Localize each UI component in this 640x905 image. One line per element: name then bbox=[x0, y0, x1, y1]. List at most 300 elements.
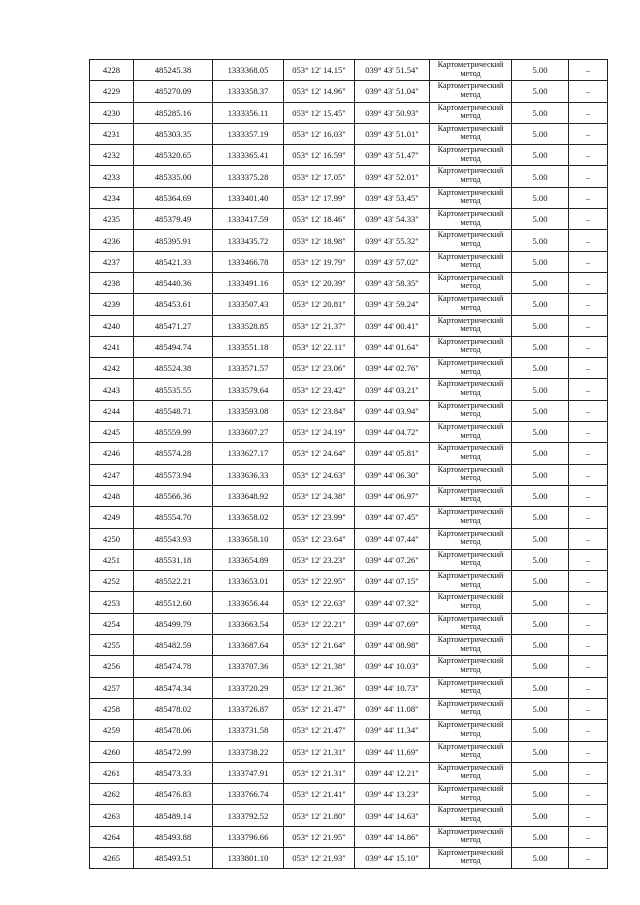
x-coordinate-cell: 485548.71 bbox=[134, 400, 213, 421]
x-coordinate-cell: 485440.36 bbox=[134, 272, 213, 293]
y-coordinate-cell: 1333357.19 bbox=[213, 123, 284, 144]
point-number-cell: 4232 bbox=[90, 145, 134, 166]
x-coordinate-cell: 485566.36 bbox=[134, 485, 213, 506]
latitude-cell: 053° 12' 22.63" bbox=[284, 592, 355, 613]
latitude-cell: 053° 12' 15.45" bbox=[284, 102, 355, 123]
y-coordinate-cell: 1333648.92 bbox=[213, 485, 284, 506]
table-row bbox=[90, 847, 608, 868]
precision-cell: 5.00 bbox=[512, 294, 569, 315]
method-cell: Картометрический метод bbox=[430, 528, 512, 549]
table-row bbox=[90, 336, 608, 357]
y-coordinate-cell: 1333365.41 bbox=[213, 145, 284, 166]
latitude-cell: 053° 12' 20.39" bbox=[284, 272, 355, 293]
y-coordinate-cell: 1333792.52 bbox=[213, 805, 284, 826]
point-number-cell: 4254 bbox=[90, 613, 134, 634]
table-row bbox=[90, 60, 608, 81]
precision-cell: 5.00 bbox=[512, 762, 569, 783]
point-number-cell: 4242 bbox=[90, 358, 134, 379]
table-row bbox=[90, 230, 608, 251]
precision-cell: 5.00 bbox=[512, 741, 569, 762]
dash-cell: – bbox=[569, 315, 608, 336]
table-row bbox=[90, 422, 608, 443]
longitude-cell: 039° 44' 07.45" bbox=[355, 507, 430, 528]
y-coordinate-cell: 1333658.10 bbox=[213, 528, 284, 549]
x-coordinate-cell: 485559.99 bbox=[134, 422, 213, 443]
x-coordinate-cell: 485320.65 bbox=[134, 145, 213, 166]
dash-cell: – bbox=[569, 592, 608, 613]
y-coordinate-cell: 1333796.66 bbox=[213, 826, 284, 847]
latitude-cell: 053° 12' 24.19" bbox=[284, 422, 355, 443]
table-row bbox=[90, 677, 608, 698]
precision-cell: 5.00 bbox=[512, 720, 569, 741]
method-cell: Картометрический метод bbox=[430, 762, 512, 783]
dash-cell: – bbox=[569, 762, 608, 783]
precision-cell: 5.00 bbox=[512, 485, 569, 506]
precision-cell: 5.00 bbox=[512, 656, 569, 677]
point-number-cell: 4230 bbox=[90, 102, 134, 123]
y-coordinate-cell: 1333636.33 bbox=[213, 464, 284, 485]
precision-cell: 5.00 bbox=[512, 379, 569, 400]
longitude-cell: 039° 44' 00.41" bbox=[355, 315, 430, 336]
table-row bbox=[90, 656, 608, 677]
table-row bbox=[90, 102, 608, 123]
point-number-cell: 4255 bbox=[90, 635, 134, 656]
method-cell: Картометрический метод bbox=[430, 720, 512, 741]
x-coordinate-cell: 485478.06 bbox=[134, 720, 213, 741]
x-coordinate-cell: 485482.59 bbox=[134, 635, 213, 656]
y-coordinate-cell: 1333663.54 bbox=[213, 613, 284, 634]
latitude-cell: 053° 12' 24.64" bbox=[284, 443, 355, 464]
precision-cell: 5.00 bbox=[512, 315, 569, 336]
method-cell: Картометрический метод bbox=[430, 443, 512, 464]
precision-cell: 5.00 bbox=[512, 166, 569, 187]
y-coordinate-cell: 1333435.72 bbox=[213, 230, 284, 251]
table-row bbox=[90, 166, 608, 187]
precision-cell: 5.00 bbox=[512, 698, 569, 719]
x-coordinate-cell: 485493.88 bbox=[134, 826, 213, 847]
x-coordinate-cell: 485395.91 bbox=[134, 230, 213, 251]
coordinates-table bbox=[89, 59, 608, 869]
point-number-cell: 4241 bbox=[90, 336, 134, 357]
x-coordinate-cell: 485543.93 bbox=[134, 528, 213, 549]
method-cell: Картометрический метод bbox=[430, 485, 512, 506]
method-cell: Картометрический метод bbox=[430, 549, 512, 570]
precision-cell: 5.00 bbox=[512, 592, 569, 613]
longitude-cell: 039° 44' 05.81" bbox=[355, 443, 430, 464]
longitude-cell: 039° 44' 11.69" bbox=[355, 741, 430, 762]
dash-cell: – bbox=[569, 528, 608, 549]
x-coordinate-cell: 485574.28 bbox=[134, 443, 213, 464]
method-cell: Картометрический метод bbox=[430, 805, 512, 826]
precision-cell: 5.00 bbox=[512, 443, 569, 464]
latitude-cell: 053° 12' 21.80" bbox=[284, 805, 355, 826]
dash-cell: – bbox=[569, 272, 608, 293]
latitude-cell: 053° 12' 22.21" bbox=[284, 613, 355, 634]
dash-cell: – bbox=[569, 741, 608, 762]
latitude-cell: 053° 12' 23.23" bbox=[284, 549, 355, 570]
x-coordinate-cell: 485524.38 bbox=[134, 358, 213, 379]
x-coordinate-cell: 485473.33 bbox=[134, 762, 213, 783]
latitude-cell: 053° 12' 22.11" bbox=[284, 336, 355, 357]
longitude-cell: 039° 43' 51.01" bbox=[355, 123, 430, 144]
point-number-cell: 4262 bbox=[90, 784, 134, 805]
dash-cell: – bbox=[569, 635, 608, 656]
y-coordinate-cell: 1333654.89 bbox=[213, 549, 284, 570]
longitude-cell: 039° 43' 51.47" bbox=[355, 145, 430, 166]
precision-cell: 5.00 bbox=[512, 251, 569, 272]
table-row bbox=[90, 272, 608, 293]
y-coordinate-cell: 1333653.01 bbox=[213, 571, 284, 592]
y-coordinate-cell: 1333491.16 bbox=[213, 272, 284, 293]
y-coordinate-cell: 1333593.08 bbox=[213, 400, 284, 421]
dash-cell: – bbox=[569, 507, 608, 528]
longitude-cell: 039° 43' 51.04" bbox=[355, 81, 430, 102]
y-coordinate-cell: 1333579.64 bbox=[213, 379, 284, 400]
dash-cell: – bbox=[569, 656, 608, 677]
method-cell: Картометрический метод bbox=[430, 187, 512, 208]
point-number-cell: 4246 bbox=[90, 443, 134, 464]
x-coordinate-cell: 485573.94 bbox=[134, 464, 213, 485]
precision-cell: 5.00 bbox=[512, 336, 569, 357]
dash-cell: – bbox=[569, 805, 608, 826]
x-coordinate-cell: 485489.14 bbox=[134, 805, 213, 826]
table-row bbox=[90, 549, 608, 570]
x-coordinate-cell: 485303.35 bbox=[134, 123, 213, 144]
method-cell: Картометрический метод bbox=[430, 826, 512, 847]
latitude-cell: 053° 12' 21.47" bbox=[284, 698, 355, 719]
y-coordinate-cell: 1333466.78 bbox=[213, 251, 284, 272]
dash-cell: – bbox=[569, 549, 608, 570]
longitude-cell: 039° 44' 13.23" bbox=[355, 784, 430, 805]
precision-cell: 5.00 bbox=[512, 123, 569, 144]
latitude-cell: 053° 12' 21.93" bbox=[284, 847, 355, 868]
precision-cell: 5.00 bbox=[512, 635, 569, 656]
latitude-cell: 053° 12' 23.42" bbox=[284, 379, 355, 400]
longitude-cell: 039° 44' 11.34" bbox=[355, 720, 430, 741]
method-cell: Картометрический метод bbox=[430, 464, 512, 485]
table-row bbox=[90, 784, 608, 805]
y-coordinate-cell: 1333358.37 bbox=[213, 81, 284, 102]
longitude-cell: 039° 44' 15.10" bbox=[355, 847, 430, 868]
dash-cell: – bbox=[569, 102, 608, 123]
y-coordinate-cell: 1333766.74 bbox=[213, 784, 284, 805]
x-coordinate-cell: 485474.34 bbox=[134, 677, 213, 698]
method-cell: Картометрический метод bbox=[430, 592, 512, 613]
y-coordinate-cell: 1333507.43 bbox=[213, 294, 284, 315]
method-cell: Картометрический метод bbox=[430, 613, 512, 634]
longitude-cell: 039° 44' 10.03" bbox=[355, 656, 430, 677]
point-number-cell: 4237 bbox=[90, 251, 134, 272]
precision-cell: 5.00 bbox=[512, 805, 569, 826]
dash-cell: – bbox=[569, 81, 608, 102]
point-number-cell: 4259 bbox=[90, 720, 134, 741]
point-number-cell: 4235 bbox=[90, 209, 134, 230]
method-cell: Картометрический метод bbox=[430, 166, 512, 187]
latitude-cell: 053° 12' 17.99" bbox=[284, 187, 355, 208]
precision-cell: 5.00 bbox=[512, 60, 569, 81]
longitude-cell: 039° 44' 12.21" bbox=[355, 762, 430, 783]
y-coordinate-cell: 1333356.11 bbox=[213, 102, 284, 123]
x-coordinate-cell: 485472.99 bbox=[134, 741, 213, 762]
method-cell: Картометрический метод bbox=[430, 102, 512, 123]
table-row bbox=[90, 464, 608, 485]
y-coordinate-cell: 1333627.17 bbox=[213, 443, 284, 464]
x-coordinate-cell: 485476.83 bbox=[134, 784, 213, 805]
y-coordinate-cell: 1333368.05 bbox=[213, 60, 284, 81]
precision-cell: 5.00 bbox=[512, 209, 569, 230]
table-row bbox=[90, 720, 608, 741]
point-number-cell: 4236 bbox=[90, 230, 134, 251]
longitude-cell: 039° 43' 54.33" bbox=[355, 209, 430, 230]
latitude-cell: 053° 12' 22.95" bbox=[284, 571, 355, 592]
latitude-cell: 053° 12' 17.05" bbox=[284, 166, 355, 187]
y-coordinate-cell: 1333726.87 bbox=[213, 698, 284, 719]
dash-cell: – bbox=[569, 336, 608, 357]
longitude-cell: 039° 43' 55.32" bbox=[355, 230, 430, 251]
x-coordinate-cell: 485493.51 bbox=[134, 847, 213, 868]
method-cell: Картометрический метод bbox=[430, 81, 512, 102]
x-coordinate-cell: 485535.55 bbox=[134, 379, 213, 400]
latitude-cell: 053° 12' 21.31" bbox=[284, 741, 355, 762]
y-coordinate-cell: 1333417.59 bbox=[213, 209, 284, 230]
x-coordinate-cell: 485335.00 bbox=[134, 166, 213, 187]
longitude-cell: 039° 43' 51.54" bbox=[355, 60, 430, 81]
latitude-cell: 053° 12' 21.38" bbox=[284, 656, 355, 677]
dash-cell: – bbox=[569, 464, 608, 485]
dash-cell: – bbox=[569, 379, 608, 400]
point-number-cell: 4257 bbox=[90, 677, 134, 698]
method-cell: Картометрический метод bbox=[430, 315, 512, 336]
y-coordinate-cell: 1333731.58 bbox=[213, 720, 284, 741]
latitude-cell: 053° 12' 21.31" bbox=[284, 762, 355, 783]
longitude-cell: 039° 44' 07.26" bbox=[355, 549, 430, 570]
x-coordinate-cell: 485499.79 bbox=[134, 613, 213, 634]
x-coordinate-cell: 485364.69 bbox=[134, 187, 213, 208]
precision-cell: 5.00 bbox=[512, 826, 569, 847]
table-row bbox=[90, 805, 608, 826]
point-number-cell: 4244 bbox=[90, 400, 134, 421]
latitude-cell: 053° 12' 21.95" bbox=[284, 826, 355, 847]
precision-cell: 5.00 bbox=[512, 549, 569, 570]
x-coordinate-cell: 485522.21 bbox=[134, 571, 213, 592]
y-coordinate-cell: 1333656.44 bbox=[213, 592, 284, 613]
dash-cell: – bbox=[569, 847, 608, 868]
table-row bbox=[90, 209, 608, 230]
longitude-cell: 039° 44' 14.86" bbox=[355, 826, 430, 847]
x-coordinate-cell: 485554.70 bbox=[134, 507, 213, 528]
latitude-cell: 053° 12' 21.37" bbox=[284, 315, 355, 336]
method-cell: Картометрический метод bbox=[430, 741, 512, 762]
dash-cell: – bbox=[569, 720, 608, 741]
table-row bbox=[90, 358, 608, 379]
method-cell: Картометрический метод bbox=[430, 698, 512, 719]
latitude-cell: 053° 12' 21.64" bbox=[284, 635, 355, 656]
y-coordinate-cell: 1333607.27 bbox=[213, 422, 284, 443]
latitude-cell: 053° 12' 21.41" bbox=[284, 784, 355, 805]
x-coordinate-cell: 485379.49 bbox=[134, 209, 213, 230]
table-row bbox=[90, 698, 608, 719]
point-number-cell: 4248 bbox=[90, 485, 134, 506]
precision-cell: 5.00 bbox=[512, 613, 569, 634]
table-row bbox=[90, 507, 608, 528]
y-coordinate-cell: 1333528.85 bbox=[213, 315, 284, 336]
precision-cell: 5.00 bbox=[512, 272, 569, 293]
longitude-cell: 039° 43' 52.01" bbox=[355, 166, 430, 187]
dash-cell: – bbox=[569, 166, 608, 187]
dash-cell: – bbox=[569, 209, 608, 230]
longitude-cell: 039° 43' 50.93" bbox=[355, 102, 430, 123]
point-number-cell: 4260 bbox=[90, 741, 134, 762]
method-cell: Картометрический метод bbox=[430, 336, 512, 357]
point-number-cell: 4233 bbox=[90, 166, 134, 187]
method-cell: Картометрический метод bbox=[430, 123, 512, 144]
table-row bbox=[90, 379, 608, 400]
longitude-cell: 039° 44' 03.21" bbox=[355, 379, 430, 400]
table-row bbox=[90, 251, 608, 272]
longitude-cell: 039° 44' 03.94" bbox=[355, 400, 430, 421]
latitude-cell: 053° 12' 14.96" bbox=[284, 81, 355, 102]
method-cell: Картометрический метод bbox=[430, 784, 512, 805]
precision-cell: 5.00 bbox=[512, 230, 569, 251]
precision-cell: 5.00 bbox=[512, 464, 569, 485]
method-cell: Картометрический метод bbox=[430, 209, 512, 230]
table-row bbox=[90, 145, 608, 166]
longitude-cell: 039° 44' 07.69" bbox=[355, 613, 430, 634]
precision-cell: 5.00 bbox=[512, 145, 569, 166]
latitude-cell: 053° 12' 24.38" bbox=[284, 485, 355, 506]
x-coordinate-cell: 485270.09 bbox=[134, 81, 213, 102]
dash-cell: – bbox=[569, 358, 608, 379]
latitude-cell: 053° 12' 18.98" bbox=[284, 230, 355, 251]
dash-cell: – bbox=[569, 784, 608, 805]
precision-cell: 5.00 bbox=[512, 102, 569, 123]
longitude-cell: 039° 44' 14.63" bbox=[355, 805, 430, 826]
table-row bbox=[90, 485, 608, 506]
point-number-cell: 4247 bbox=[90, 464, 134, 485]
point-number-cell: 4251 bbox=[90, 549, 134, 570]
precision-cell: 5.00 bbox=[512, 677, 569, 698]
dash-cell: – bbox=[569, 251, 608, 272]
table-row bbox=[90, 592, 608, 613]
dash-cell: – bbox=[569, 571, 608, 592]
y-coordinate-cell: 1333707.36 bbox=[213, 656, 284, 677]
y-coordinate-cell: 1333551.18 bbox=[213, 336, 284, 357]
precision-cell: 5.00 bbox=[512, 507, 569, 528]
method-cell: Картометрический метод bbox=[430, 294, 512, 315]
x-coordinate-cell: 485512.60 bbox=[134, 592, 213, 613]
dash-cell: – bbox=[569, 230, 608, 251]
x-coordinate-cell: 485421.33 bbox=[134, 251, 213, 272]
table-row bbox=[90, 826, 608, 847]
point-number-cell: 4250 bbox=[90, 528, 134, 549]
table-row bbox=[90, 635, 608, 656]
y-coordinate-cell: 1333571.57 bbox=[213, 358, 284, 379]
point-number-cell: 4239 bbox=[90, 294, 134, 315]
table-row bbox=[90, 443, 608, 464]
precision-cell: 5.00 bbox=[512, 528, 569, 549]
method-cell: Картометрический метод bbox=[430, 400, 512, 421]
table-row bbox=[90, 762, 608, 783]
latitude-cell: 053° 12' 20.81" bbox=[284, 294, 355, 315]
longitude-cell: 039° 43' 58.35" bbox=[355, 272, 430, 293]
table-row bbox=[90, 81, 608, 102]
precision-cell: 5.00 bbox=[512, 358, 569, 379]
method-cell: Картометрический метод bbox=[430, 635, 512, 656]
dash-cell: – bbox=[569, 294, 608, 315]
dash-cell: – bbox=[569, 613, 608, 634]
dash-cell: – bbox=[569, 698, 608, 719]
method-cell: Картометрический метод bbox=[430, 230, 512, 251]
longitude-cell: 039° 44' 06.30" bbox=[355, 464, 430, 485]
y-coordinate-cell: 1333375.28 bbox=[213, 166, 284, 187]
precision-cell: 5.00 bbox=[512, 571, 569, 592]
latitude-cell: 053° 12' 24.63" bbox=[284, 464, 355, 485]
x-coordinate-cell: 485478.02 bbox=[134, 698, 213, 719]
point-number-cell: 4256 bbox=[90, 656, 134, 677]
dash-cell: – bbox=[569, 123, 608, 144]
method-cell: Картометрический метод bbox=[430, 507, 512, 528]
point-number-cell: 4249 bbox=[90, 507, 134, 528]
table-row bbox=[90, 613, 608, 634]
latitude-cell: 053° 12' 23.84" bbox=[284, 400, 355, 421]
point-number-cell: 4252 bbox=[90, 571, 134, 592]
dash-cell: – bbox=[569, 60, 608, 81]
table-row bbox=[90, 123, 608, 144]
dash-cell: – bbox=[569, 422, 608, 443]
x-coordinate-cell: 485474.78 bbox=[134, 656, 213, 677]
longitude-cell: 039° 44' 10.73" bbox=[355, 677, 430, 698]
y-coordinate-cell: 1333658.02 bbox=[213, 507, 284, 528]
latitude-cell: 053° 12' 14.15" bbox=[284, 60, 355, 81]
longitude-cell: 039° 44' 02.76" bbox=[355, 358, 430, 379]
point-number-cell: 4231 bbox=[90, 123, 134, 144]
x-coordinate-cell: 485531.18 bbox=[134, 549, 213, 570]
dash-cell: – bbox=[569, 443, 608, 464]
dash-cell: – bbox=[569, 677, 608, 698]
precision-cell: 5.00 bbox=[512, 422, 569, 443]
table-row bbox=[90, 315, 608, 336]
method-cell: Картометрический метод bbox=[430, 656, 512, 677]
y-coordinate-cell: 1333720.29 bbox=[213, 677, 284, 698]
table-row bbox=[90, 528, 608, 549]
point-number-cell: 4243 bbox=[90, 379, 134, 400]
dash-cell: – bbox=[569, 826, 608, 847]
longitude-cell: 039° 43' 59.24" bbox=[355, 294, 430, 315]
x-coordinate-cell: 485245.38 bbox=[134, 60, 213, 81]
method-cell: Картометрический метод bbox=[430, 60, 512, 81]
point-number-cell: 4229 bbox=[90, 81, 134, 102]
longitude-cell: 039° 44' 07.15" bbox=[355, 571, 430, 592]
precision-cell: 5.00 bbox=[512, 187, 569, 208]
x-coordinate-cell: 485471.27 bbox=[134, 315, 213, 336]
table-row bbox=[90, 187, 608, 208]
latitude-cell: 053° 12' 16.03" bbox=[284, 123, 355, 144]
point-number-cell: 4264 bbox=[90, 826, 134, 847]
x-coordinate-cell: 485494.74 bbox=[134, 336, 213, 357]
longitude-cell: 039° 43' 57.02" bbox=[355, 251, 430, 272]
latitude-cell: 053° 12' 19.79" bbox=[284, 251, 355, 272]
x-coordinate-cell: 485453.61 bbox=[134, 294, 213, 315]
method-cell: Картометрический метод bbox=[430, 379, 512, 400]
precision-cell: 5.00 bbox=[512, 784, 569, 805]
coordinates-table-body bbox=[90, 60, 608, 869]
latitude-cell: 053° 12' 23.64" bbox=[284, 528, 355, 549]
point-number-cell: 4263 bbox=[90, 805, 134, 826]
y-coordinate-cell: 1333738.22 bbox=[213, 741, 284, 762]
point-number-cell: 4258 bbox=[90, 698, 134, 719]
method-cell: Картометрический метод bbox=[430, 571, 512, 592]
precision-cell: 5.00 bbox=[512, 400, 569, 421]
